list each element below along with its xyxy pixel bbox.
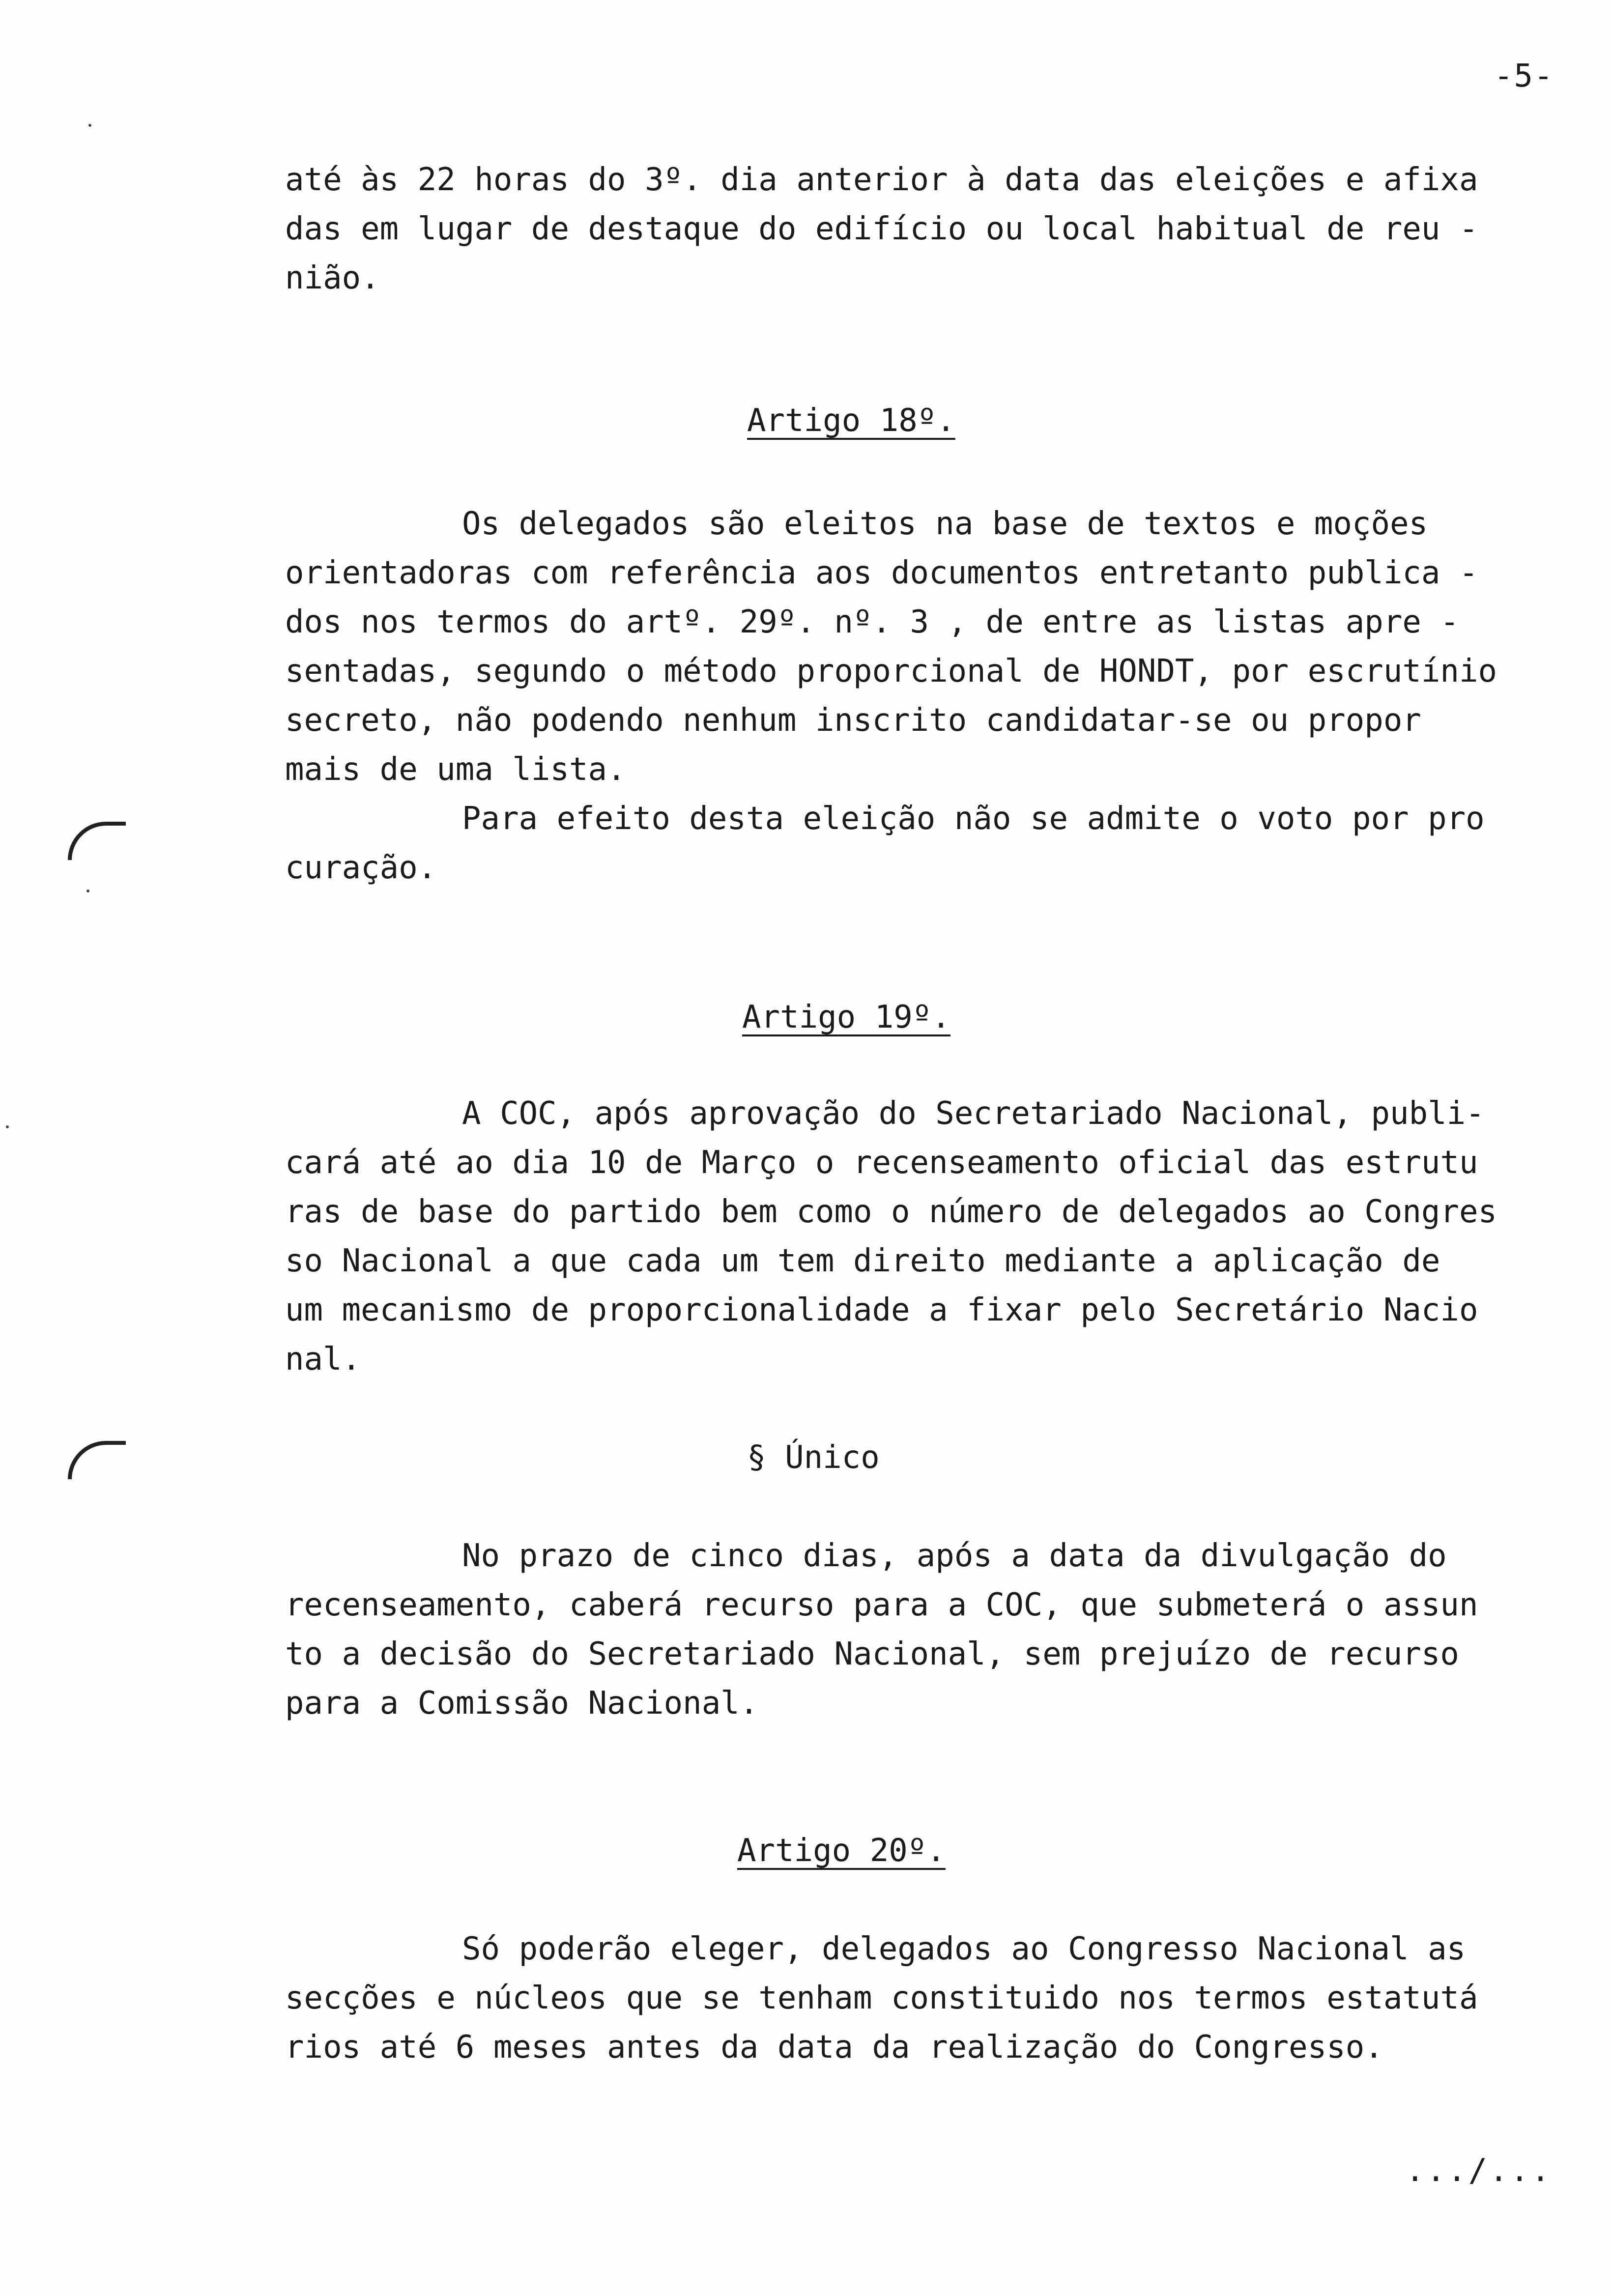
text-line: nião. <box>285 260 380 296</box>
text-line: um mecanismo de proporcionalidade a fixar pelo Secretário Nacio <box>285 1292 1478 1328</box>
paper-speck <box>86 890 89 892</box>
continuation-mark: .../... <box>1406 2152 1552 2189</box>
unico-heading: § Único <box>747 1439 880 1476</box>
text-line: Para efeito desta eleição não se admite o voto por pro <box>462 801 1485 837</box>
text-line: sentadas, segundo o método proporcional de HONDT, por escrutínio <box>285 653 1497 689</box>
text-line: rios até 6 meses antes da data da realização do Congresso. <box>285 2029 1383 2066</box>
text-line: das em lugar de destaque do edifício ou local habitual de reu - <box>285 211 1478 247</box>
text-line: A COC, após aprovação do Secretariado Nacional, publi- <box>462 1095 1485 1132</box>
page-number: -5- <box>1494 58 1554 94</box>
article-18-heading: Artigo 18º. <box>747 402 955 439</box>
text-line: secreto, não podendo nenhum inscrito candidatar-se ou propor <box>285 702 1421 739</box>
text-line: so Nacional a que cada um tem direito mediante a aplicação de <box>285 1243 1440 1279</box>
text-line: dos nos termos do artº. 29º. nº. 3 , de entre as listas apre - <box>285 604 1459 640</box>
punch-hole-mark <box>68 822 126 860</box>
text-line: nal. <box>285 1341 361 1378</box>
paper-speck <box>6 1125 9 1128</box>
text-line: Os delegados são eleitos na base de textos e moções <box>462 506 1428 542</box>
text-line: recenseamento, caberá recurso para a COC, que submeterá o assun <box>285 1587 1478 1623</box>
text-line: secções e núcleos que se tenham constituido nos termos estatutá <box>285 1980 1478 2016</box>
text-line: até às 22 horas do 3º. dia anterior à data das eleições e afixa <box>285 162 1478 198</box>
text-line: to a decisão do Secretariado Nacional, sem prejuízo de recurso <box>285 1636 1459 1672</box>
article-20-heading: Artigo 20º. <box>737 1833 946 1869</box>
text-line: cará até ao dia 10 de Março o recenseamento oficial das estrutu <box>285 1145 1478 1181</box>
text-line: orientadoras com referência aos documentos entretanto publica - <box>285 555 1478 591</box>
text-line: No prazo de cinco dias, após a data da divulgação do <box>462 1538 1447 1574</box>
text-line: mais de uma lista. <box>285 751 626 788</box>
paper-speck <box>88 124 91 127</box>
text-line: curação. <box>285 850 437 886</box>
text-line: ras de base do partido bem como o número de delegados ao Congres <box>285 1194 1497 1230</box>
text-line: para a Comissão Nacional. <box>285 1685 759 1722</box>
punch-hole-mark <box>68 1441 126 1479</box>
article-19-heading: Artigo 19º. <box>742 999 950 1035</box>
text-line: Só poderão eleger, delegados ao Congresso Nacional as <box>462 1931 1466 1967</box>
